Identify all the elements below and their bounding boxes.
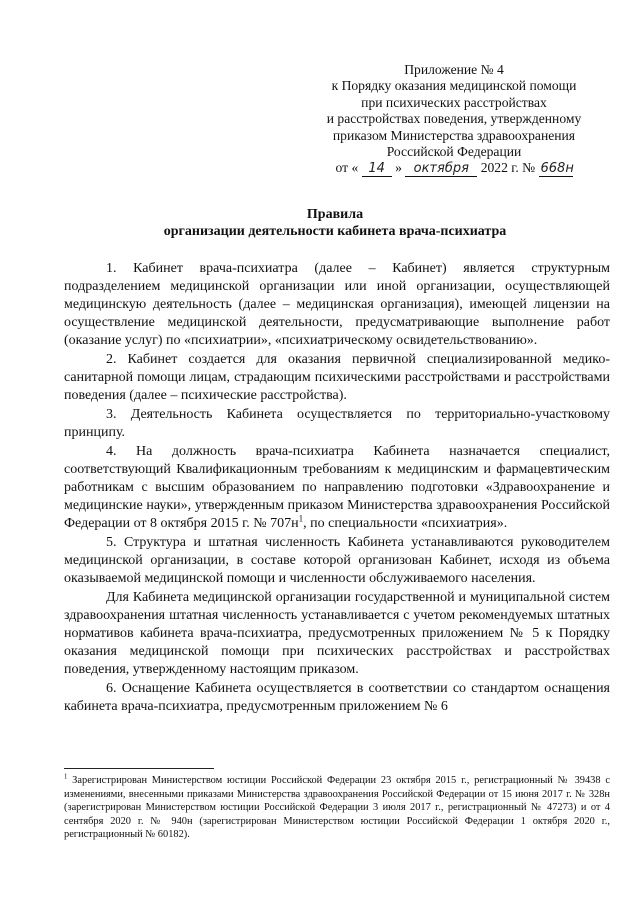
handwritten-month: октября xyxy=(405,162,477,177)
paragraph-3: 3. Деятельность Кабинета осуществляется по территориально-участковому принципу. xyxy=(64,407,610,440)
footnote-text: Зарегистрирован Министерством юстиции Российской Федерации 23 октября 2015 г., регистрационный № 39438 с изменениями, внесенными приказами Министерства здравоохранения Российской Федерации от 15 июня 2017 г. № 328н (зарегистрирован Министерством юстиции Российской Федерации 3 июля 2017 г., регистрационный № 47273) и от 4 сентября 2020 г. № 940н (зарегистрирован Министерством юстиции Российской Федерации 1 октября 2020 г., регистрационный № 60182). xyxy=(64,775,610,841)
date-year: 2022 г. № xyxy=(480,160,536,176)
appendix-line: приказом Министерства здравоохранения xyxy=(332,127,576,143)
appendix-line: к Порядку оказания медицинской помощи xyxy=(331,78,577,94)
appendix-number: Приложение № 4 xyxy=(404,62,504,77)
document-body xyxy=(64,260,610,717)
footnote xyxy=(64,774,610,842)
paragraph-1: 1. Кабинет врача-психиатра (далее – Кабинет) является структурным подразделением медицинской организации или иной организации, осуществляющей медицинскую деятельность (далее – медицинская организация), имеющей лицензии на осуществление медицинской деятельности, предусматривающие выполнение работ (оказание услуг) по «психиатрии», «психиатрическому освидетельствованию». xyxy=(64,261,610,348)
handwritten-day: 14 xyxy=(362,162,392,177)
appendix-line: и расстройствах поведения, утвержденному xyxy=(326,111,582,127)
document-title xyxy=(60,206,610,240)
footnote-ref: 1 xyxy=(298,513,304,524)
paragraph-2: 2. Кабинет создается для оказания первичной специализированной медико-санитарной помощи лицам, страдающим психическими расстройствами и расстройствами поведения (далее – психические расстройства). xyxy=(64,352,610,403)
title-line-2: организации деятельности кабинета врача-психиатра xyxy=(163,224,507,239)
handwritten-order-number: 668н xyxy=(540,161,574,177)
order-date-line xyxy=(314,160,594,177)
appendix-header xyxy=(314,62,594,177)
title-line-1: Правила xyxy=(306,207,364,222)
paragraph-5-staffing: Для Кабинета медицинской организации государственной и муниципальной систем здравоохранения штатная численность устанавливается с учетом рекомендуемых штатных нормативов кабинета врача-психиатра, предусмотренных приложением № 5 к Порядку оказания медицинской помощи при психических расстройствах и расстройствах поведения, утвержденному настоящим приказом. xyxy=(64,590,610,677)
appendix-line: Российской Федерации xyxy=(386,144,522,160)
paragraph-4-tail: , по специальности «психиатрия». xyxy=(303,516,508,531)
date-prefix: от « xyxy=(335,160,359,176)
paragraph-4-text: 4. На должность врача-психиатра Кабинета назначается специалист, соответствующий Квалификационным требованиям к медицинским и фармацевтическим работникам с высшим образованием по направлению подготовки «Здравоохранение и медицинские науки», утвержденным приказом Министерства здравоохранения Российской Федерации от 8 октября 2015 г. № 707н xyxy=(64,444,610,531)
footnote-marker: 1 xyxy=(64,773,68,781)
paragraph-5: 5. Структура и штатная численность Кабинета устанавливаются руководителем медицинской организации, в составе которой организован Кабинет, исходя из объема оказываемой медицинской помощи и численности обслуживаемого населения. xyxy=(64,535,610,586)
appendix-line: при психических расстройствах xyxy=(361,94,547,110)
paragraph-4 xyxy=(64,443,610,533)
footnote-divider xyxy=(64,768,214,769)
paragraph-6: 6. Оснащение Кабинета осуществляется в соответствии со стандартом оснащения кабинета врача-психиатра, предусмотренным приложением № 6 xyxy=(64,681,610,714)
date-mid: » xyxy=(395,160,402,176)
